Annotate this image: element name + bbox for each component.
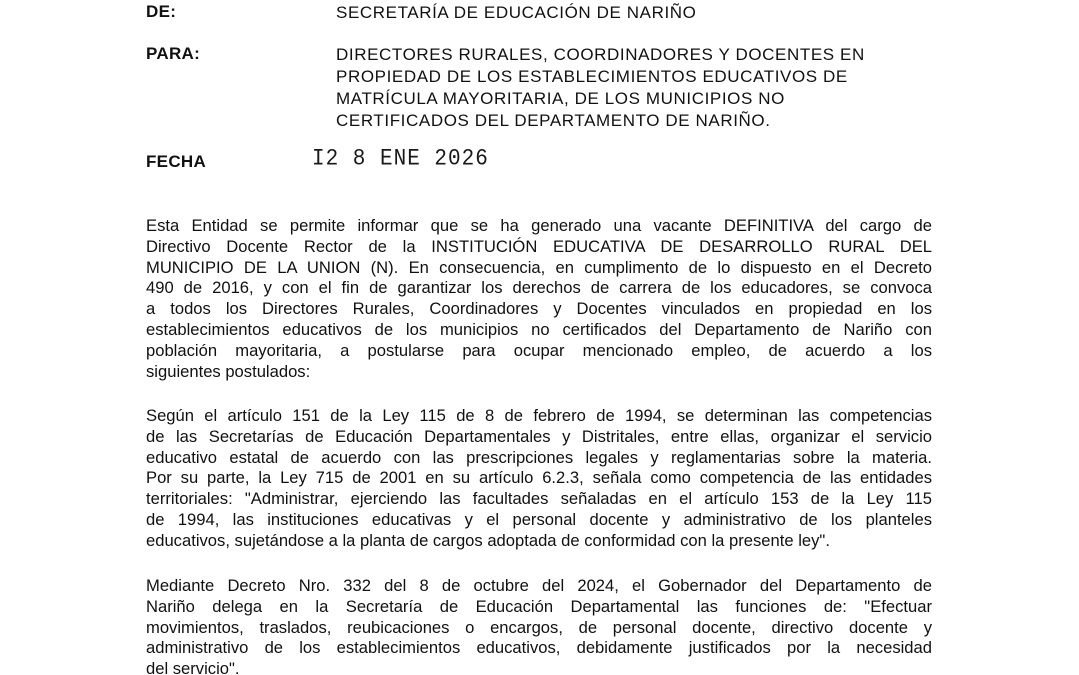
text-line: a todos los Directores Rurales, Coordinadores y Docentes vinculados en propiedad en los	[146, 299, 932, 319]
text-line: Directivo Docente Rector de la INSTITUCIÓN EDUCATIVA DE DESARROLLO RURAL DEL	[146, 236, 932, 256]
para-line: DIRECTORES RURALES, COORDINADORES Y DOCENTES EN	[336, 45, 865, 64]
paragraph-legal-basis	[146, 406, 932, 552]
text-line: siguientes postulados:	[146, 361, 311, 381]
text-line: territoriales: "Administrar, ejerciendo las facultades señaladas en el artículo 153 de la Ley 115	[146, 489, 932, 509]
fecha-label: FECHA	[146, 152, 207, 171]
text-line: administrativo de los establecimientos educativos, debidamente justificados por la necesidad	[146, 638, 932, 658]
para-label: PARA:	[146, 44, 201, 63]
text-line: movimientos, traslados, reubicaciones o encargos, de personal docente, directivo docente y	[146, 617, 932, 637]
text-line: MUNICIPIO DE LA UNION (N). En consecuencia, en cumplimento de lo dispuesto en el Decreto	[146, 257, 932, 277]
text-line: de 1994, las instituciones educativas y el personal docente y administrativo de los planteles	[146, 509, 932, 529]
text-line: educativos, sujetándose a la planta de cargos adoptada de conformidad con la presente ley".	[146, 530, 830, 550]
text-line: Nariño delega en la Secretaría de Educación Departamental las funciones de: "Efectuar	[146, 596, 932, 616]
text-line: Por su parte, la Ley 715 de 2001 en su artículo 6.2.3, señala como competencia de las entidades	[146, 468, 932, 488]
de-value: SECRETARÍA DE EDUCACIÓN DE NARIÑO	[336, 3, 697, 22]
text-line: 490 de 2016, y con el fin de garantizar los derechos de carrera de los educadores, se convoca	[146, 278, 932, 298]
text-line: establecimientos educativos de los municipios no certificados del Departamento de Nariño con	[146, 319, 932, 339]
fecha-date-stamp: I2 8 ENE 2026	[312, 146, 489, 173]
text-line: del servicio".	[146, 659, 240, 675]
para-line: PROPIEDAD DE LOS ESTABLECIMIENTOS EDUCATIVOS DE	[336, 67, 848, 86]
text-line: Esta Entidad se permite informar que se ha generado una vacante DEFINITIVA del cargo de	[146, 216, 932, 235]
para-value	[336, 44, 936, 132]
text-line: Mediante Decreto Nro. 332 del 8 de octubre del 2024, el Gobernador del Departamento de	[146, 576, 932, 595]
paragraph-vacancy-notice	[146, 216, 932, 382]
text-line: de las Secretarías de Educación Departamentales y Distritales, entre ellas, organizar el servicio	[146, 426, 932, 446]
paragraph-decree-delegation	[146, 576, 932, 675]
text-line: educativo estatal de acuerdo con las prescripciones legales y reglamentarias sobre la materia.	[146, 447, 932, 467]
text-line: Según el artículo 151 de la Ley 115 de 8 de febrero de 1994, se determinan las competencias	[146, 406, 932, 425]
de-label: DE:	[146, 2, 177, 21]
para-line: CERTIFICADOS DEL DEPARTAMENTO DE NARIÑO.	[336, 111, 771, 130]
para-line: MATRÍCULA MAYORITARIA, DE LOS MUNICIPIOS NO	[336, 89, 785, 108]
text-line: población mayoritaria, a postularse para ocupar mencionado empleo, de acuerdo a los	[146, 340, 932, 360]
